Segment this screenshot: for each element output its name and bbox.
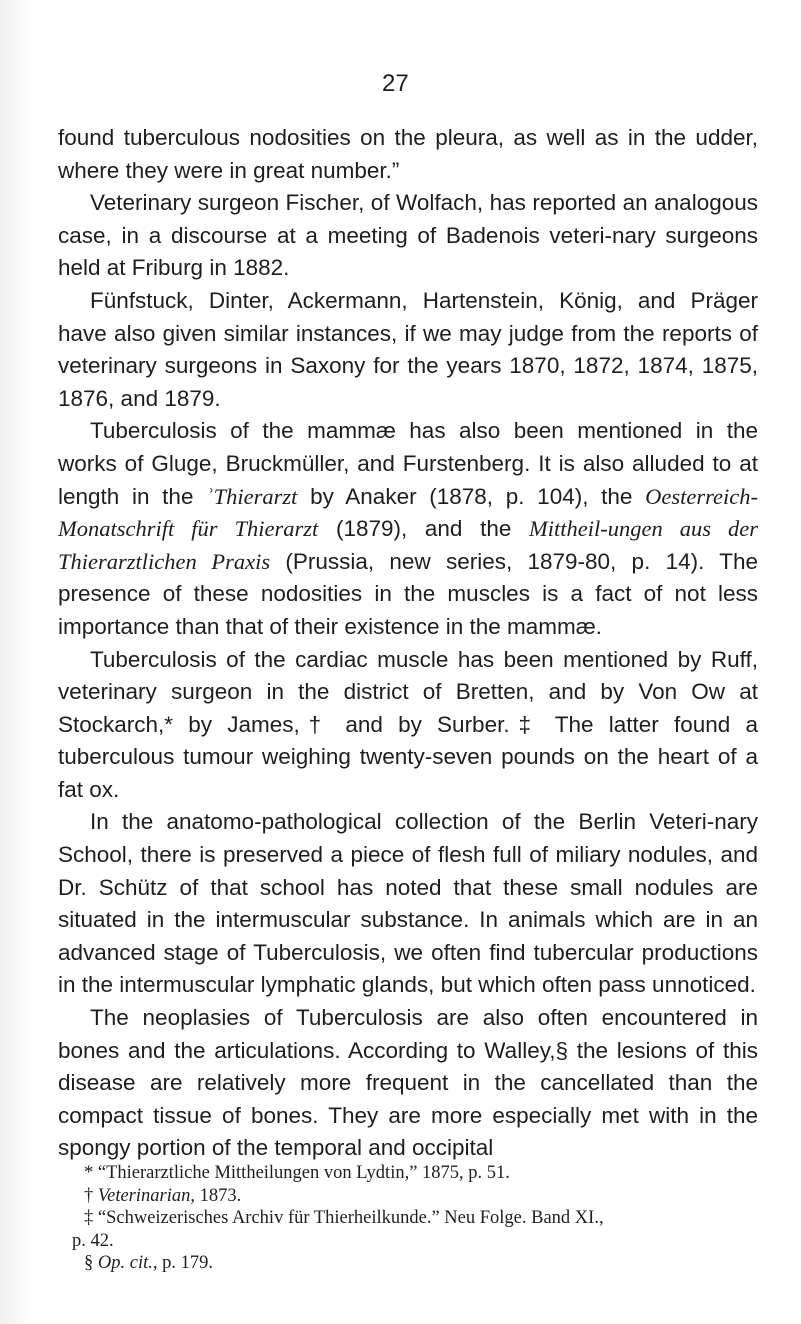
paragraph bbox=[58, 187, 758, 285]
italic-title: ʾThierarzt bbox=[206, 483, 298, 509]
paragraph bbox=[58, 285, 758, 415]
footnote bbox=[84, 1207, 764, 1230]
footnote bbox=[72, 1230, 764, 1253]
text-run: by Anaker (1878, p. 104), the bbox=[297, 483, 646, 509]
text-run: Veterinary surgeon Fischer, of Wolfach, has reported an analogous case, in a discourse at a meeting of Badenois veteri-nary surgeons held at Friburg in 1882. bbox=[58, 190, 758, 281]
text-run: Fünfstuck, Dinter, Ackermann, Hartenstein, König, and Präger have also given similar instances, if we may judge from the reports of veterinary surgeons in Saxony for the years 1870, 1872, 1874, 1875, 1876, and 1879. bbox=[58, 287, 758, 411]
text-run: p. 42. bbox=[72, 1230, 114, 1251]
text-run: † bbox=[84, 1185, 98, 1206]
text-run: , 1873. bbox=[190, 1185, 242, 1206]
text-run: (1879), and the bbox=[318, 516, 529, 542]
page-number: 27 bbox=[382, 70, 409, 97]
text-run: § bbox=[84, 1253, 98, 1273]
italic-title: Oesterreich-Monatschrift für Thierarzt bbox=[58, 483, 758, 542]
footnote bbox=[84, 1252, 764, 1275]
text-run: found tuberculous nodosities on the pleura, as well as in the udder, where they were in great number.” bbox=[58, 125, 758, 183]
paragraph bbox=[58, 644, 758, 807]
footnote bbox=[84, 1185, 764, 1208]
italic-title: Mittheil-ungen aus der Thierarztlichen Praxis bbox=[58, 516, 758, 574]
italic-title: Veterinarian bbox=[97, 1185, 191, 1206]
text-run: In the anatomo-pathological collection of the Berlin Veteri-nary School, there is preserved a piece of flesh full of miliary nodules, and Dr. Schütz of that school has noted that these small nodules are situated in the intermuscular substance. In animals which are in an advanced stage of Tuberculosis, we often find tubercular productions in the intermuscular lymphatic glands, but which often pass unnoticed. bbox=[58, 809, 758, 998]
paragraph bbox=[58, 122, 758, 187]
footnote bbox=[84, 1162, 764, 1185]
paragraph bbox=[58, 415, 758, 643]
text-run: ‡ “Schweizerisches Archiv für Thierheilkunde.” Neu Folge. Band XI., bbox=[84, 1208, 604, 1228]
text-run: , p. 179. bbox=[152, 1253, 213, 1273]
italic-title: Op. cit. bbox=[97, 1253, 153, 1273]
text-run: Tuberculosis of the mammæ has also been mentioned in the works of Gluge, Bruckmüller, and Furstenberg. It is also alluded to at length in the bbox=[58, 418, 758, 509]
paragraph bbox=[58, 806, 758, 1002]
text-run: * “Thierarztliche Mittheilungen von Lydtin,” 1875, p. 51. bbox=[84, 1163, 510, 1183]
footnotes bbox=[72, 1162, 764, 1275]
text-run: Tuberculosis of the cardiac muscle has been mentioned by Ruff, veterinary surgeon in the district of Bretten, and by Von Ow at Stockarch,* by James,† and by Surber.‡ The latter found a tuberculous tumour weighing twenty-seven pounds on the heart of a fat ox. bbox=[58, 646, 758, 802]
paragraph bbox=[58, 1002, 758, 1165]
text-run: The neoplasies of Tuberculosis are also often encountered in bones and the articulations. According to Walley,§ the lesions of this disease are relatively more frequent in the cancellated than the compact tissue of bones. They are more especially met with in the spongy portion of the temporal and occipital bbox=[58, 1005, 758, 1161]
body-text bbox=[58, 122, 758, 1165]
text-run: (Prussia, new series, 1879-80, p. 14). The presence of these nodosities in the muscles is a fact of not less importance than that of their existence in the mammæ. bbox=[58, 548, 758, 639]
